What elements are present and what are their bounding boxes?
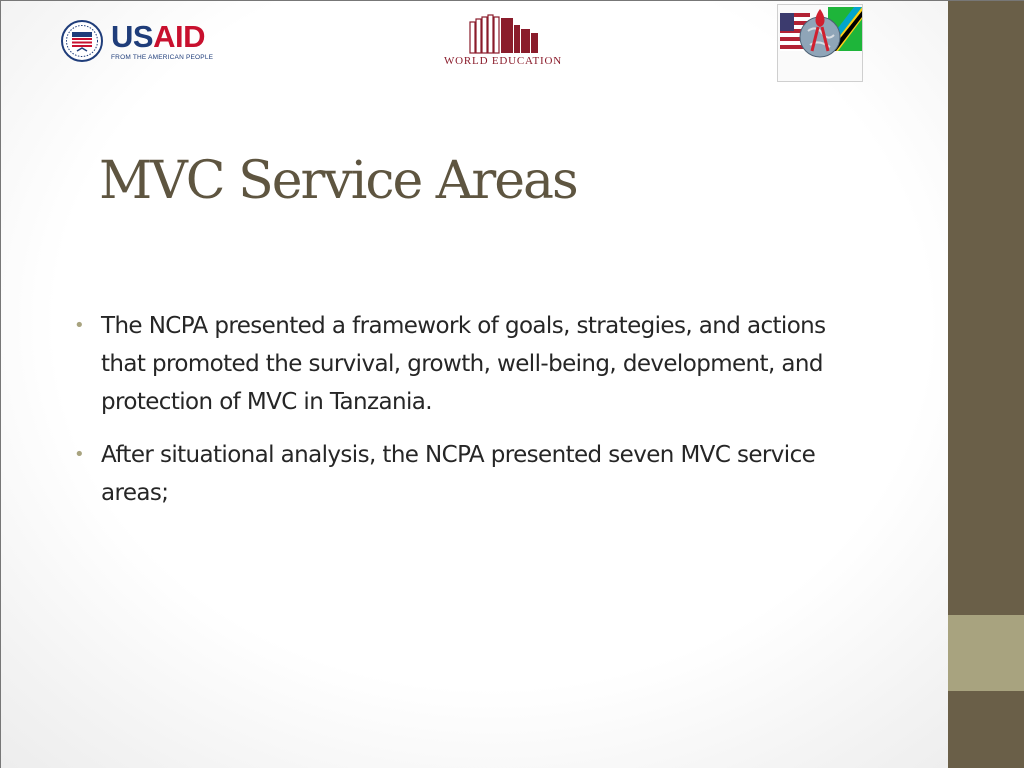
slide-title: MVC Service Areas bbox=[99, 151, 577, 211]
world-education-text: WORLD EDUCATION bbox=[443, 55, 562, 67]
bullet-text: The NCPA presented a framework of goals, strategies, and actions that promoted the survival, growth, well-being, development, and protection of MVC in Tanzania. bbox=[101, 313, 826, 415]
side-bar-accent bbox=[948, 615, 1024, 691]
bullet-item bbox=[73, 436, 863, 512]
bullet-text: After situational analysis, the NCPA presented seven MVC service areas; bbox=[101, 442, 816, 506]
usaid-seal-icon bbox=[61, 20, 105, 62]
world-education-logo bbox=[439, 13, 567, 71]
tanzania-emblem-logo bbox=[777, 4, 863, 82]
tanzania-emblem-icon bbox=[778, 5, 862, 69]
usaid-tagline: FROM THE AMERICAN PEOPLE bbox=[111, 54, 214, 61]
bullet-list bbox=[73, 307, 863, 512]
bullet-item bbox=[73, 307, 863, 421]
books-icon bbox=[439, 13, 567, 55]
usaid-logo bbox=[61, 18, 215, 64]
bullet-icon: • bbox=[74, 315, 85, 336]
usaid-wordmark: USAID bbox=[111, 19, 205, 54]
bullet-icon: • bbox=[74, 444, 85, 465]
